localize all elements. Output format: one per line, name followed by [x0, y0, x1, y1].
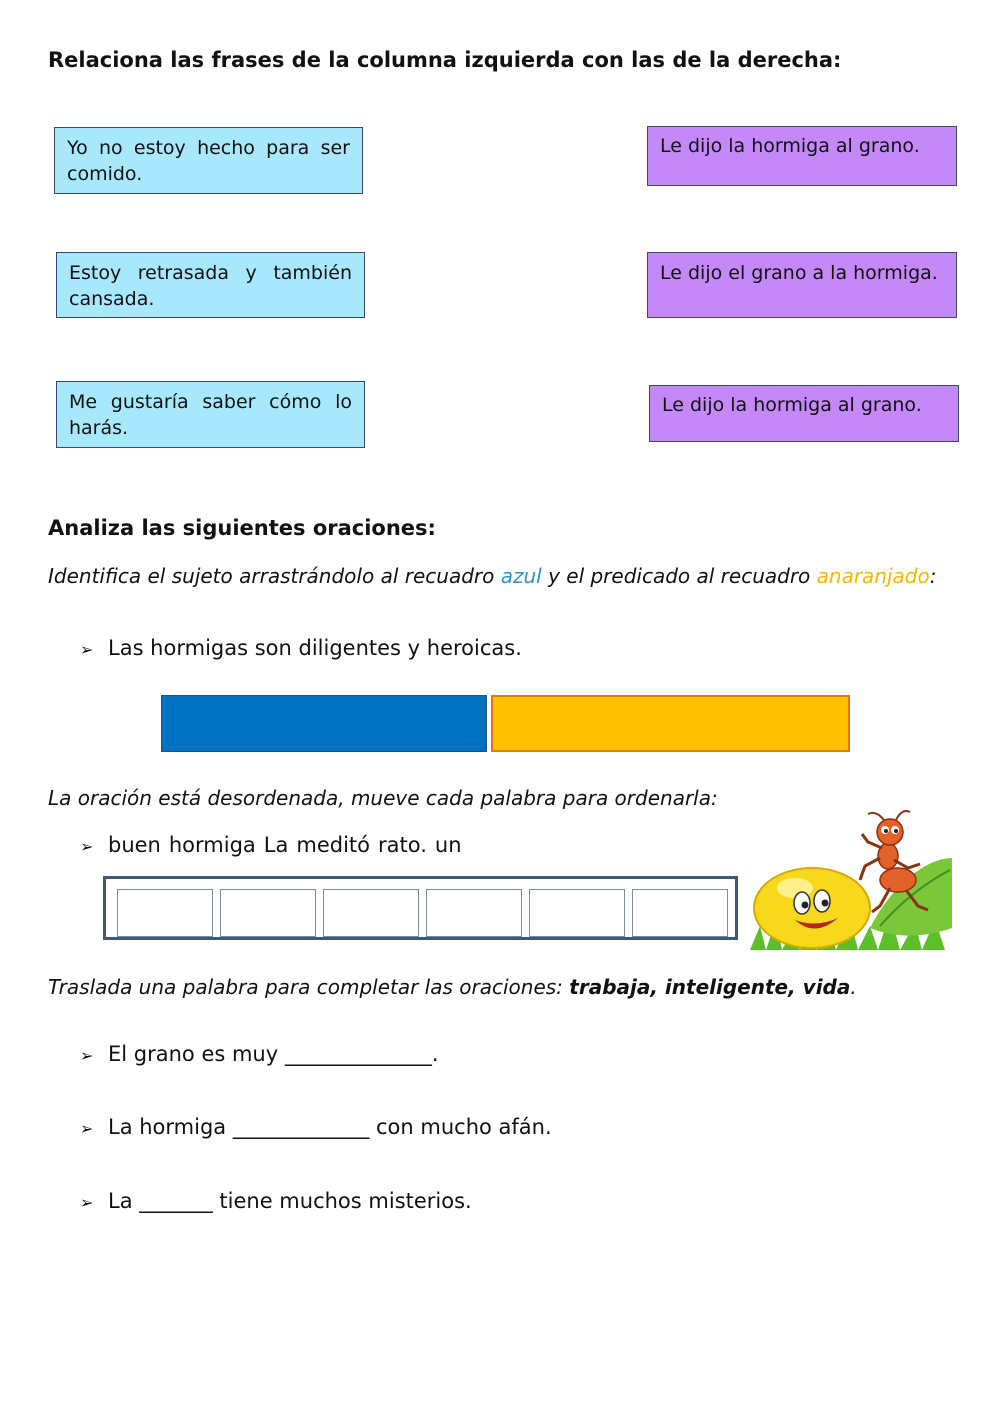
bullet-arrow-icon: ➢ — [80, 1046, 94, 1065]
ant-head — [877, 819, 903, 845]
instruction-azul: azul — [500, 564, 542, 588]
word-slot-2[interactable] — [220, 889, 316, 937]
grain-left-pupil — [802, 902, 809, 909]
word-tile[interactable]: hormiga — [168, 833, 256, 857]
fill-instruction — [48, 975, 857, 999]
word-slot-1[interactable] — [117, 889, 213, 937]
word-slot-5[interactable] — [529, 889, 625, 937]
grain-right-pupil — [822, 900, 829, 907]
analysis-title: Analiza las siguientes oraciones: — [48, 516, 436, 540]
instruction-text-mid: y el predicado al recuadro — [541, 564, 817, 588]
word-slot-3[interactable] — [323, 889, 419, 937]
subject-drop-box[interactable] — [161, 695, 487, 752]
fill-sentence-item — [80, 1042, 439, 1066]
fill-instruction-pre: Traslada una palabra para completar las oraciones: — [48, 975, 570, 999]
ant-abdomen — [880, 868, 916, 892]
ant-left-pupil — [884, 829, 888, 833]
word-order-area — [103, 876, 738, 940]
fill-instruction-words: trabaja, inteligente, vida — [569, 975, 851, 999]
fill-sentence-item — [80, 1115, 552, 1139]
order-instruction: La oración está desordenada, mueve cada palabra para ordenarla: — [48, 786, 718, 810]
fill-sentence-3[interactable]: La _______ tiene muchos misterios. — [108, 1189, 472, 1213]
word-tile[interactable]: rato. — [378, 833, 427, 857]
analysis-sentence-item — [80, 636, 522, 660]
analysis-instruction — [48, 564, 936, 588]
left-phrase-1[interactable]: Yo no estoy hecho para ser comido. — [54, 127, 363, 194]
fill-sentence-1[interactable]: El grano es muy ______________. — [108, 1042, 439, 1066]
left-phrase-3[interactable]: Me gustaría saber cómo lo harás. — [56, 381, 365, 448]
scrambled-words-item — [80, 833, 470, 857]
word-tile[interactable]: meditó — [296, 833, 370, 857]
instruction-text-pre: Identifica el sujeto arrastrándolo al recuadro — [48, 564, 501, 588]
bullet-arrow-icon: ➢ — [80, 1193, 94, 1212]
right-phrase-2[interactable]: Le dijo el grano a la hormiga. — [647, 252, 957, 318]
grain-body — [754, 868, 870, 948]
bullet-arrow-icon: ➢ — [80, 837, 94, 856]
predicate-drop-box[interactable] — [491, 695, 850, 752]
fill-sentence-2[interactable]: La hormiga _____________ con mucho afán. — [108, 1115, 552, 1139]
word-slot-4[interactable] — [426, 889, 522, 937]
word-slot-6[interactable] — [632, 889, 728, 937]
bullet-arrow-icon: ➢ — [80, 1119, 94, 1138]
ant-right-pupil — [894, 829, 898, 833]
analysis-sentence: Las hormigas son diligentes y heroicas. — [108, 636, 522, 660]
word-tile[interactable]: un — [434, 833, 462, 857]
left-phrase-2[interactable]: Estoy retrasada y también cansada. — [56, 252, 365, 318]
fill-sentence-item — [80, 1189, 472, 1213]
instruction-text-end: : — [929, 564, 937, 588]
instruction-anaranjado: anaranjado — [816, 564, 930, 588]
word-tile[interactable]: La — [263, 833, 289, 857]
bullet-arrow-icon: ➢ — [80, 640, 94, 659]
grain-and-ant-illustration — [750, 808, 952, 950]
right-phrase-1[interactable]: Le dijo la hormiga al grano. — [647, 126, 957, 186]
matching-instruction: Relaciona las frases de la columna izquierda con las de la derecha: — [48, 48, 842, 72]
fill-instruction-end: . — [850, 975, 857, 999]
word-tile[interactable]: buen — [108, 833, 161, 857]
right-phrase-3[interactable]: Le dijo la hormiga al grano. — [649, 385, 959, 442]
